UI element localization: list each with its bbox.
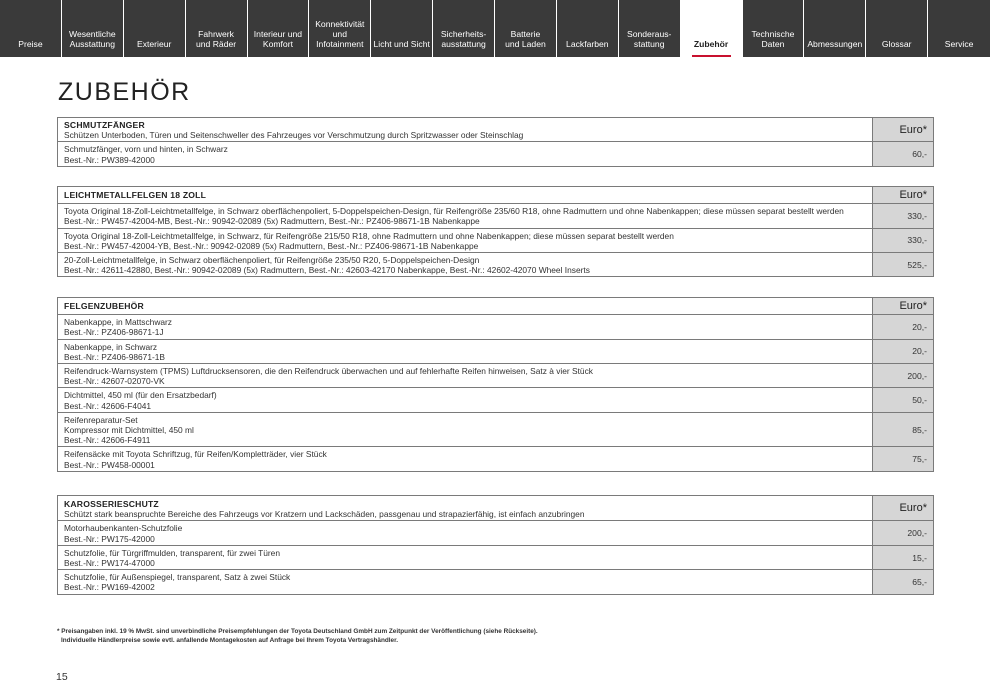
page-number: 15 [56, 671, 68, 683]
nav-tab-sicherheit[interactable]: Sicherheits- ausstattung [433, 0, 495, 57]
item-price: 200,- [872, 521, 933, 544]
item-order-number: Best.-Nr.: 42606-F4911 [64, 435, 151, 446]
item-order-number: Best.-Nr.: 42607-02070-VK [64, 376, 165, 387]
section-title: SCHMUTZFÄNGER [64, 120, 145, 130]
nav-tab-exterieur[interactable]: Exterieur [124, 0, 186, 57]
nav-tab-service[interactable]: Service [928, 0, 990, 57]
table-row [58, 253, 933, 276]
item-price: 330,- [872, 229, 933, 252]
table-row [58, 546, 933, 570]
item-description: Dichtmittel, 450 ml (für den Ersatzbedarf) [64, 390, 217, 401]
section-title: LEICHTMETALLFELGEN 18 ZOLL [64, 190, 207, 200]
nav-tab-zubehoer[interactable]: Zubehör [681, 0, 743, 57]
section-title: KAROSSERIESCHUTZ [64, 499, 159, 509]
price-column-header: Euro* [872, 118, 933, 141]
item-order-number: Best.-Nr.: PW389-42000 [64, 154, 155, 165]
section-subtitle: Schützen Unterboden, Türen und Seitenschweller des Fahrzeuges vor Verschmutzung durch Spritzwasser oder Steinschlag [64, 130, 524, 141]
nav-tab-lackfarben[interactable]: Lackfarben [557, 0, 619, 57]
table-row [58, 364, 933, 388]
table-header [58, 118, 933, 142]
item-description: Reifensäcke mit Toyota Schriftzug, für Reifen/Kompletträder, vier Stück [64, 449, 327, 460]
item-order-number: Best.-Nr.: PW457-42004-MB, Best.-Nr.: 90942-02089 (5x) Radmuttern, Best.-Nr.: PZ406-98671-1B Nabenkappe [64, 216, 480, 227]
item-price: 65,- [872, 570, 933, 593]
item-price: 60,- [872, 142, 933, 165]
nav-tab-wesentliche-ausstattung[interactable]: Wesentliche Ausstattung [62, 0, 124, 57]
item-price: 200,- [872, 364, 933, 387]
table-row [58, 413, 933, 448]
table-row [58, 521, 933, 545]
item-description: Nabenkappe, in Mattschwarz [64, 317, 172, 328]
item-description: Motorhaubenkanten-Schutzfolie [64, 523, 183, 534]
footnote-line: Individuelle Händlerpreise sowie evtl. anfallende Montagekosten auf Anfrage bei Ihrem Toyota Vertragshändler. [61, 637, 399, 644]
item-description: 20-Zoll-Leichtmetallfelge, in Schwarz oberflächenpoliert, für Reifengröße 235/50 R20, 5-Doppelspeichen-Design [64, 255, 480, 266]
nav-tab-konnektivitaet[interactable]: Konnektivität und Infotainment [309, 0, 371, 57]
nav-tab-interieur[interactable]: Interieur und Komfort [248, 0, 310, 57]
table-karosserieschutz [57, 495, 934, 595]
nav-tab-fahrwerk[interactable]: Fahrwerk und Räder [186, 0, 248, 57]
item-order-number: Best.-Nr.: PZ406-98671-1B [64, 351, 166, 362]
page-title: ZUBEHÖR [58, 78, 191, 106]
item-description: Toyota Original 18-Zoll-Leichtmetallfelge, in Schwarz oberflächenpoliert, 5-Doppelspeichen-Design, für Reifengröße 235/60 R18, ohne Radmuttern und ohne Nabenkappen; diese müssen separat bestellt werden [64, 206, 844, 217]
item-price: 50,- [872, 388, 933, 411]
item-order-number: Best.-Nr.: PW175-42000 [64, 533, 155, 544]
footnote-line: * Preisangaben inkl. 19 % MwSt. sind unverbindliche Preisempfehlungen der Toyota Deutschland GmbH zum Zeitpunkt der Veröffentlichung (siehe Rückseite). [57, 628, 538, 635]
item-order-number: Best.-Nr.: PW457-42004-YB, Best.-Nr.: 90942-02089 (5x) Radmuttern, Best.-Nr.: PZ406-98671-1B Nabenkappe [64, 240, 479, 251]
nav-tab-licht-sicht[interactable]: Licht und Sicht [371, 0, 433, 57]
item-description: Reifendruck-Warnsystem (TPMS) Luftdrucksensoren, die den Reifendruck überwachen und auf fehlerhafte Reifen hinweisen, Satz à vier Stück [64, 366, 593, 377]
item-description: Schutzfolie, für Außenspiegel, transparent, Satz à zwei Stück [64, 572, 291, 583]
item-price: 15,- [872, 546, 933, 569]
price-column-header: Euro* [872, 298, 933, 314]
table-row [58, 204, 933, 228]
item-description: Schutzfolie, für Türgriffmulden, transparent, für zwei Türen [64, 547, 280, 558]
table-row [58, 229, 933, 253]
table-header [58, 187, 933, 204]
table-row [58, 388, 933, 412]
table-leichtmetallfelgen [57, 186, 934, 277]
section-subtitle: Schützt stark beanspruchte Bereiche des Fahrzeugs vor Kratzern und Lackschäden, passgenau und strapazierfähig, ist einfach anzubringen [64, 509, 585, 520]
nav-tab-abmessungen[interactable]: Abmessungen [804, 0, 866, 57]
item-order-number: Best.-Nr.: PW169-42002 [64, 582, 155, 593]
table-header [58, 496, 933, 521]
table-header [58, 298, 933, 315]
item-price: 525,- [872, 253, 933, 276]
item-order-number: Best.-Nr.: PW458-00001 [64, 459, 155, 470]
nav-tab-sonderausstattung[interactable]: Sonderaus- stattung [619, 0, 681, 57]
item-price: 85,- [872, 413, 933, 447]
price-column-header: Euro* [872, 496, 933, 520]
nav-tab-preise[interactable]: Preise [0, 0, 62, 57]
nav-tab-batterie[interactable]: Batterie und Laden [495, 0, 557, 57]
price-column-header: Euro* [872, 187, 933, 203]
item-description: Reifenreparatur-Set [64, 414, 138, 425]
table-schmutzfaenger [57, 117, 934, 167]
price-footnote [57, 627, 777, 645]
item-price: 330,- [872, 204, 933, 227]
item-order-number: Best.-Nr.: 42611-42880, Best.-Nr.: 90942-02089 (5x) Radmuttern, Best.-Nr.: 42603-42170 Nabenkappe, Best.-Nr.: 42602-42070 Wheel Inserts [64, 265, 590, 276]
item-description: Schmutzfänger, vorn und hinten, in Schwarz [64, 144, 228, 155]
item-price: 20,- [872, 315, 933, 338]
section-title: FELGENZUBEHÖR [64, 301, 144, 311]
table-row [58, 142, 933, 165]
item-description: Toyota Original 18-Zoll-Leichtmetallfelge, in Schwarz, für Reifengröße 215/50 R18, ohne Radmuttern und ohne Nabenkappen; diese müssen separat bestellt werden [64, 230, 674, 241]
table-row [58, 570, 933, 593]
item-price: 20,- [872, 340, 933, 363]
item-price: 75,- [872, 447, 933, 470]
item-order-number: Best.-Nr.: PW174-47000 [64, 558, 155, 569]
nav-tab-technische-daten[interactable]: Technische Daten [743, 0, 805, 57]
item-order-number: Best.-Nr.: PZ406-98671-1J [64, 327, 164, 338]
table-row [58, 340, 933, 364]
table-row [58, 315, 933, 339]
nav-tab-glossar[interactable]: Glossar [866, 0, 928, 57]
table-felgenzubehoer [57, 297, 934, 472]
item-order-number: Best.-Nr.: 42606-F4041 [64, 400, 152, 411]
top-navigation [0, 0, 990, 57]
table-row [58, 447, 933, 470]
item-description-detail: Kompressor mit Dichtmittel, 450 ml [64, 425, 194, 436]
item-description: Nabenkappe, in Schwarz [64, 341, 158, 352]
